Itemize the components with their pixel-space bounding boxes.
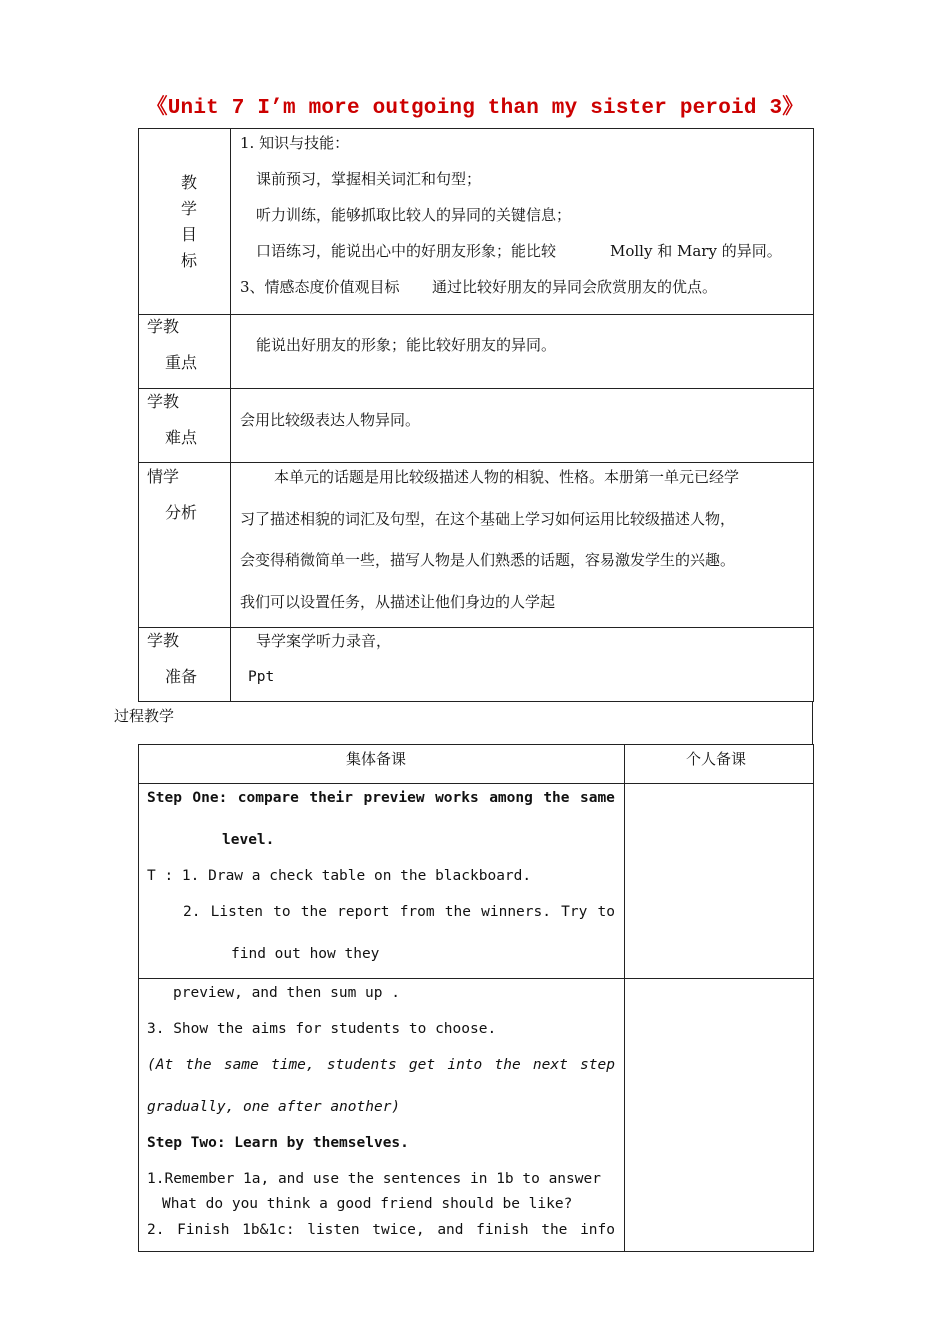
- process-row-border: [812, 701, 813, 744]
- key-points-text: 能说出好朋友的形象；能比较好朋友的异同。: [256, 336, 557, 354]
- personal-notes-cell: [625, 979, 814, 1252]
- step-two-line: preview, and then sum up .: [173, 985, 400, 1001]
- step-one-heading-word: compare: [237, 790, 299, 806]
- step-one-word: winners.: [481, 904, 551, 920]
- step-two-italic-word: get: [408, 1057, 436, 1073]
- step-two-italic-word: same: [223, 1057, 259, 1073]
- step-one-heading-word: among: [489, 790, 533, 806]
- difficulties-text: 会用比较级表达人物异同。: [240, 411, 421, 429]
- process-label: 过程教学: [114, 707, 175, 725]
- preparation-label: 学教: [147, 631, 180, 650]
- analysis-line: 我们可以设置任务，从描述让他们身边的人学起: [240, 593, 556, 611]
- step-two-word: Finish: [177, 1222, 230, 1238]
- preparation-line: Ppt: [248, 669, 275, 685]
- step-two-italic-line: [147, 1056, 615, 1074]
- step-two-line: [147, 1221, 615, 1239]
- step-two-italic-word: the: [494, 1057, 521, 1073]
- objectives-label-4: 标: [181, 251, 198, 270]
- analysis-label: 情学: [147, 467, 180, 486]
- analysis-line: 会变得稍微简单一些，描写人物是人们熟悉的话题，容易激发学生的兴趣。: [240, 551, 736, 569]
- step-one-word: the: [300, 904, 327, 920]
- step-two-word: 2.: [147, 1222, 165, 1238]
- step-two-italic-word: into: [447, 1057, 483, 1073]
- step-one-word: to: [273, 904, 291, 920]
- step-one-heading-word: works: [435, 790, 479, 806]
- analysis-label-cell: [139, 463, 231, 628]
- step-two-italic-line: gradually, one after another): [147, 1099, 401, 1115]
- step-two-italic-word: time,: [270, 1057, 315, 1073]
- personal-notes-cell: [625, 784, 814, 979]
- objectives-label-3: 目: [181, 225, 198, 244]
- step-two-word: finish: [476, 1222, 529, 1238]
- step-one-word: the: [444, 904, 471, 920]
- step-two-word: and: [437, 1222, 464, 1238]
- step-two-word: 1b&1c:: [242, 1222, 295, 1238]
- step-one-heading-word: preview: [363, 790, 425, 806]
- step-two-italic-word: the: [185, 1057, 212, 1073]
- step-one-word: to: [597, 904, 615, 920]
- objectives-label-2: 学: [181, 199, 198, 218]
- step-one-line: T : 1. Draw a check table on the blackboard.: [147, 868, 532, 884]
- step-two-italic-word: (At: [147, 1057, 174, 1073]
- objective-line: 3、情感态度价值观目标: [240, 278, 400, 296]
- step-two-line: What do you think a good friend should be like?: [162, 1196, 573, 1212]
- step-two-italic-word: students: [326, 1057, 397, 1073]
- step-one-heading-word: Step: [147, 790, 182, 806]
- step-two-heading: Step Two: Learn by themselves.: [147, 1135, 409, 1151]
- step-two-italic-word: next: [532, 1057, 568, 1073]
- objective-line: 口语练习，能说出心中的好朋友形象；能比较: [256, 242, 557, 260]
- objective-line: 听力训练，能够抓取比较人的异同的关键信息；: [256, 206, 572, 224]
- step-one-heading-word: their: [309, 790, 354, 806]
- step-one-line: find out how they: [231, 946, 380, 962]
- page-title: 《Unit 7 I’m more outgoing than my sister peroid 3》: [146, 97, 804, 120]
- step-one-word: Listen: [210, 904, 264, 920]
- objective-line: 1. 知识与技能：: [240, 134, 350, 152]
- objective-line: 通过比较好朋友的异同会欣赏朋友的优点。: [432, 278, 718, 296]
- step-one-word: 2.: [183, 904, 201, 920]
- key-points-label: 重点: [165, 353, 198, 372]
- step-one-heading-cont: level.: [222, 832, 275, 848]
- step-one-heading-word: the: [543, 790, 570, 806]
- difficulties-label: 难点: [165, 428, 198, 447]
- step-two-word: info: [580, 1222, 615, 1238]
- step-two-word: twice,: [372, 1222, 425, 1238]
- objectives-label-cell: [139, 129, 231, 315]
- group-header: 集体备课: [346, 750, 407, 768]
- difficulties-label: 学教: [147, 392, 180, 411]
- step-one-word: from: [399, 904, 435, 920]
- key-points-label: 学教: [147, 317, 180, 336]
- preparation-label: 准备: [165, 667, 198, 686]
- objectives-label-1: 教: [181, 173, 198, 192]
- preparation-line: 导学案学听力录音，: [256, 632, 392, 650]
- analysis-line: 习了描述相貌的词汇及句型，在这个基础上学习如何运用比较级描述人物，: [240, 510, 736, 528]
- step-one-heading-word: One:: [192, 790, 228, 806]
- step-two-line: 3. Show the aims for students to choose.: [147, 1021, 497, 1037]
- analysis-label: 分析: [165, 503, 198, 522]
- step-two-italic-word: step: [580, 1057, 615, 1073]
- step-one-heading: [147, 789, 615, 807]
- step-one-heading-word: same: [579, 790, 615, 806]
- objective-line: Molly 和 Mary 的异同。: [610, 242, 782, 260]
- step-two-word: listen: [307, 1222, 360, 1238]
- step-one-word: report: [337, 904, 390, 920]
- step-one-line: [183, 903, 615, 921]
- step-two-word: the: [541, 1222, 568, 1238]
- step-two-line: 1.Remember 1a, and use the sentences in 1b to answer: [147, 1171, 601, 1187]
- objective-line: 课前预习，掌握相关词汇和句型；: [256, 170, 482, 188]
- personal-header: 个人备课: [686, 750, 747, 768]
- step-one-word: Try: [561, 904, 588, 920]
- analysis-line: 本单元的话题是用比较级描述人物的相貌、性格。本册第一单元已经学: [274, 468, 740, 486]
